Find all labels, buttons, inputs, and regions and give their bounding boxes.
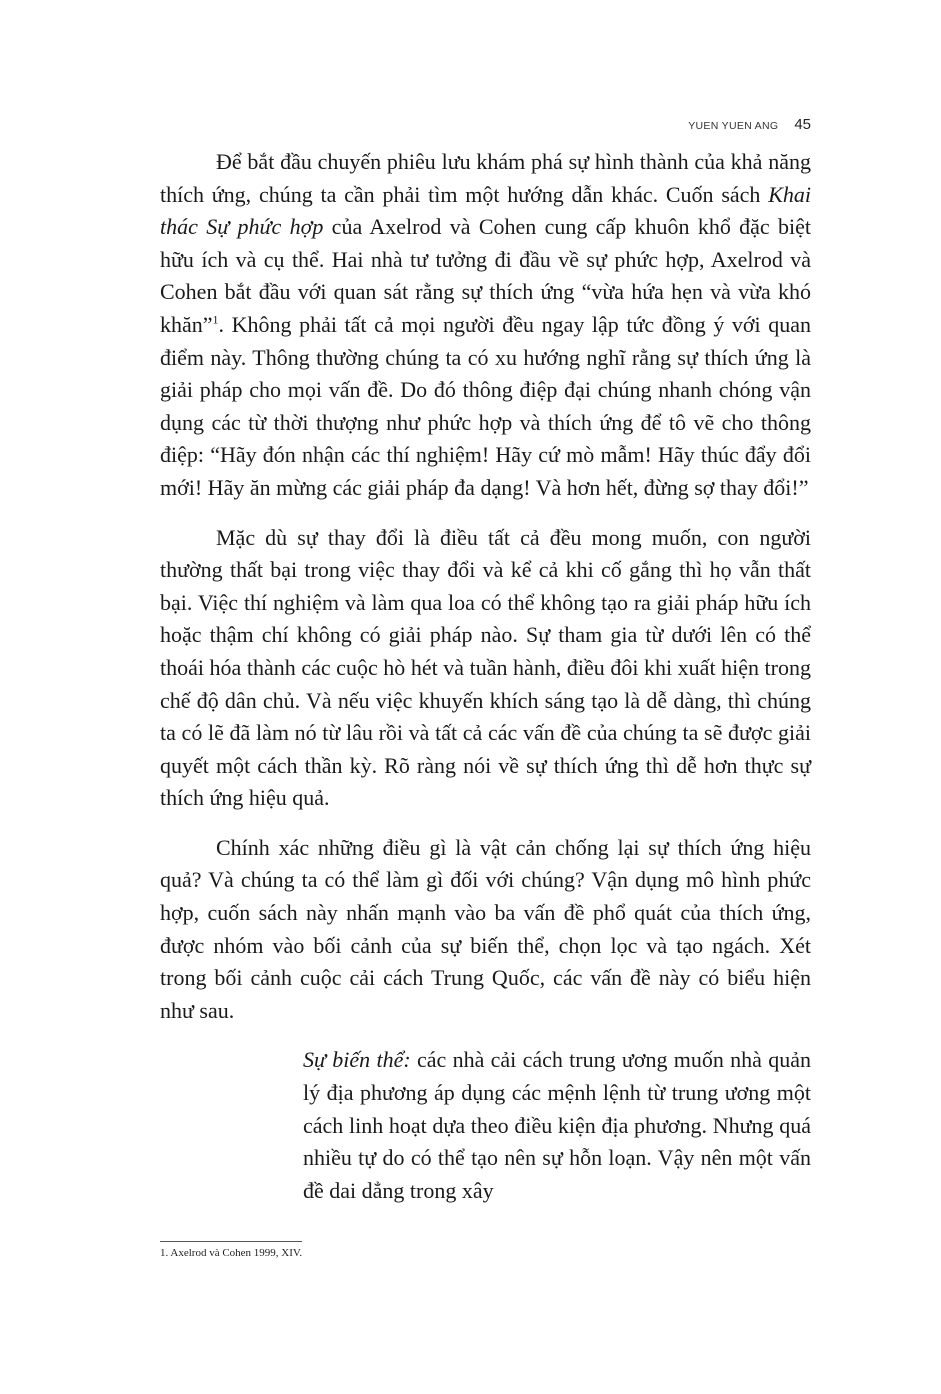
running-header-author: YUEN YUEN ANG <box>688 120 779 132</box>
footnote-reference[interactable]: 1 <box>212 312 219 327</box>
footnote-divider <box>160 1241 302 1242</box>
footnote: 1. Axelrod và Cohen 1999, XIV. <box>160 1247 303 1259</box>
indented-item-term: Sự biến thể: <box>303 1047 411 1073</box>
book-title-italic: Khai thác Sự phức hợp <box>160 181 811 240</box>
indented-item-text: các nhà cải cách trung ương muốn nhà quản lý địa phương áp dụng các mệnh lệnh từ trung ương một cách linh hoạt dựa theo điều kiện địa phương. Nhưng quá nhiều tự do có thể tạo nên sự hỗn loạn. Vậy nên một vấn đề dai dẳng trong xây <box>303 1047 811 1203</box>
indented-item-variation <box>303 1044 811 1207</box>
running-header <box>688 116 811 133</box>
page-number: 45 <box>794 116 811 133</box>
paragraph-1-text-c: . Không phải tất cả mọi người đều ngay lập tức đồng ý với quan điểm này. Thông thường chúng ta có xu hướng nghĩ rằng sự thích ứng là giải pháp cho mọi vấn đề. Do đó thông điệp đại chúng nhanh chóng vận dụng các từ thời thượng như phức hợp và thích ứng để tô vẽ cho thông điệp: “Hãy đón nhận các thí nghiệm! Hãy cứ mò mẫm! Hãy thúc đẩy đổi mới! Hãy ăn mừng các giải pháp đa dạng! Và hơn hết, đừng sợ thay đổi!” <box>160 311 811 500</box>
paragraph-1-text-b: của Axelrod và Cohen cung cấp khuôn khổ đặc biệt hữu ích và cụ thể. Hai nhà tư tưởng đi đầu về sự phức hợp, Axelrod và Cohen bắt đầu với quan sát rằng sự thích ứng “vừa hứa hẹn và vừa khó khăn” <box>160 214 812 337</box>
paragraph-1-text-a: Để bắt đầu chuyến phiêu lưu khám phá sự hình thành của khả năng thích ứng, chúng ta cần phải tìm một hướng dẫn khác. Cuốn sách <box>160 149 811 207</box>
paragraph-2: Mặc dù sự thay đổi là điều tất cả đều mong muốn, con người thường thất bại trong việc thay đổi và kể cả khi cố gắng thì họ vẫn thất bại. Việc thí nghiệm và làm qua loa có thể không tạo ra giải pháp hữu ích hoặc thậm chí không có giải pháp nào. Sự tham gia từ dưới lên có thể thoái hóa thành các cuộc hò hét và tuần hành, điều đôi khi xuất hiện trong chế độ dân chủ. Và nếu việc khuyến khích sáng tạo là dễ dàng, thì chúng ta có lẽ đã làm nó từ lâu rồi và tất cả các vấn đề của chúng ta sẽ được giải quyết một cách thần kỳ. Rõ ràng nói về sự thích ứng thì dễ hơn thực sự thích ứng hiệu quả. <box>160 524 811 811</box>
body-text <box>160 146 811 1224</box>
paragraph-3: Chính xác những điều gì là vật cản chống lại sự thích ứng hiệu quả? Và chúng ta có thể làm gì đối với chúng? Vận dụng mô hình phức hợp, cuốn sách này nhấn mạnh vào ba vấn đề phổ quát của thích ứng, được nhóm vào bối cảnh của sự biến thể, chọn lọc và tạo ngách. Xét trong bối cảnh cuộc cải cách Trung Quốc, các vấn đề này có biểu hiện như sau. <box>160 834 811 1023</box>
paragraph-1 <box>160 146 811 505</box>
